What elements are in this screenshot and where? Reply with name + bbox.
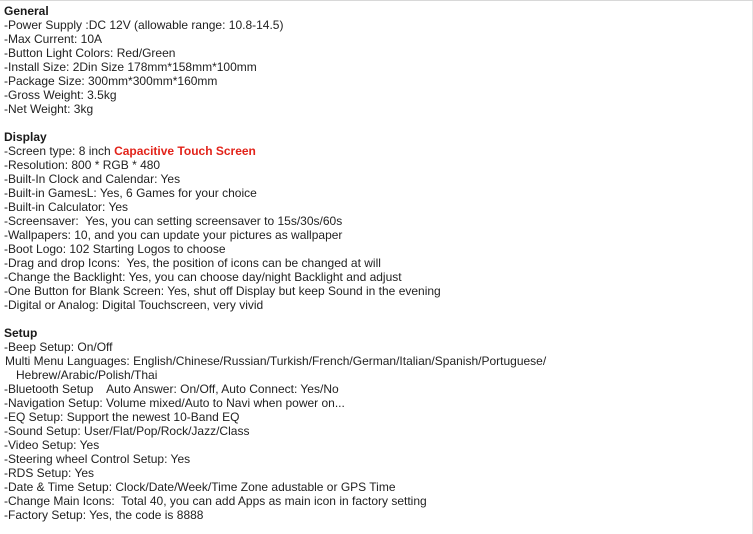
- setup-heading: Setup: [4, 326, 38, 340]
- bluetooth-setup-line: -Bluetooth Setup Auto Answer: On/Off, Auto Connect: Yes/No: [4, 382, 339, 396]
- screen-type-line: [4, 144, 749, 158]
- video-setup-line: -Video Setup: Yes: [4, 438, 100, 452]
- resolution-line: -Resolution: 800 * RGB * 480: [4, 158, 161, 172]
- power-supply-line: -Power Supply :DC 12V (allowable range: 10.8-14.5): [4, 18, 284, 32]
- package-size-line: -Package Size: 300mm*300mm*160mm: [4, 74, 218, 88]
- digital-analog-line: -Digital or Analog: Digital Touchscreen, very vivid: [4, 298, 264, 312]
- display-heading: Display: [4, 130, 47, 144]
- blank-screen-line: -One Button for Blank Screen: Yes, shut off Display but keep Sound in the evening: [4, 284, 441, 298]
- date-time-setup-line: -Date & Time Setup: Clock/Date/Week/Time Zone adustable or GPS Time: [4, 480, 396, 494]
- wallpapers-line: -Wallpapers: 10, and you can update your pictures as wallpaper: [4, 228, 343, 242]
- main-icons-line: -Change Main Icons: Total 40, you can add Apps as main icon in factory setting: [4, 494, 427, 508]
- navigation-setup-line: -Navigation Setup: Volume mixed/Auto to Navi when power on...: [4, 396, 345, 410]
- beep-setup-line: -Beep Setup: On/Off: [4, 340, 113, 354]
- install-size-line: -Install Size: 2Din Size 178mm*158mm*100mm: [4, 60, 257, 74]
- steering-wheel-setup-line: -Steering wheel Control Setup: Yes: [4, 452, 191, 466]
- capacitive-touch-highlight: Capacitive Touch Screen: [114, 144, 256, 158]
- backlight-line: -Change the Backlight: Yes, you can choose day/night Backlight and adjust: [4, 270, 402, 284]
- eq-setup-line: -EQ Setup: Support the newest 10-Band EQ: [4, 410, 240, 424]
- general-heading: General: [4, 4, 49, 18]
- display-section: [4, 130, 749, 312]
- setup-section: [4, 326, 749, 522]
- screensaver-line: -Screensaver: Yes, you can setting screensaver to 15s/30s/60s: [4, 214, 343, 228]
- net-weight-line: -Net Weight: 3kg: [4, 102, 94, 116]
- factory-setup-line: -Factory Setup: Yes, the code is 8888: [4, 508, 204, 522]
- rds-setup-line: -RDS Setup: Yes: [4, 466, 95, 480]
- calculator-line: -Built-in Calculator: Yes: [4, 200, 129, 214]
- max-current-line: -Max Current: 10A: [4, 32, 103, 46]
- clock-calendar-line: -Built-In Clock and Calendar: Yes: [4, 172, 181, 186]
- screen-type-label: -Screen type: 8 inch: [4, 144, 115, 158]
- spec-sheet: [4, 4, 749, 522]
- drag-drop-icons-line: -Drag and drop Icons: Yes, the position of icons can be changed at will: [4, 256, 381, 270]
- general-section: [4, 4, 749, 116]
- button-light-colors-line: -Button Light Colors: Red/Green: [4, 46, 176, 60]
- sound-setup-line: -Sound Setup: User/Flat/Pop/Rock/Jazz/Class: [4, 424, 250, 438]
- games-line: -Built-in GamesL: Yes, 6 Games for your choice: [4, 186, 257, 200]
- boot-logo-line: -Boot Logo: 102 Starting Logos to choose: [4, 242, 226, 256]
- gross-weight-line: -Gross Weight: 3.5kg: [4, 88, 117, 102]
- menu-languages-continued: Hebrew/Arabic/Polish/Thai: [16, 368, 158, 382]
- menu-languages-line: Multi Menu Languages: English/Chinese/Russian/Turkish/French/German/Italian/Spanish/Portuguese/: [5, 354, 547, 368]
